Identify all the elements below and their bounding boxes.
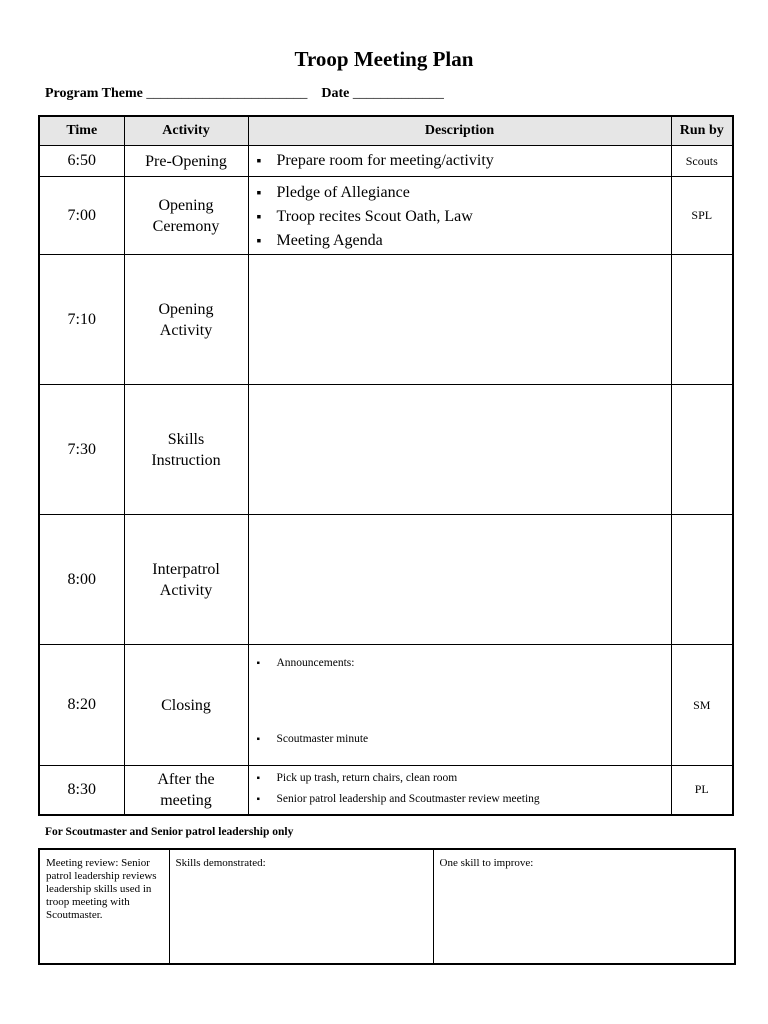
time-cell: 6:50 [39, 146, 124, 177]
table-header-row [39, 116, 733, 146]
list-item: ▪ Pledge of Allegiance [257, 181, 671, 205]
meeting-plan-table [38, 115, 734, 816]
time-cell: 7:10 [39, 255, 124, 385]
header-time: Time [39, 116, 124, 146]
description-cell[interactable] [248, 255, 671, 385]
time-cell: 8:30 [39, 766, 124, 815]
review-table [38, 848, 736, 965]
time-cell: 8:20 [39, 645, 124, 766]
description-cell[interactable] [248, 385, 671, 515]
time-cell: 7:00 [39, 177, 124, 255]
list-item: ▪ Prepare room for meeting/activity [257, 149, 671, 173]
run-by-cell [671, 255, 733, 385]
table-row [39, 385, 733, 515]
activity-line: After the [157, 770, 215, 788]
activity-cell [124, 515, 248, 645]
table-row [39, 515, 733, 645]
table-row [39, 146, 733, 177]
run-by-cell: PL [671, 766, 733, 815]
activity-line: Interpatrol [152, 560, 220, 578]
activity-line: Activity [159, 581, 213, 599]
program-theme-label: Program Theme [45, 86, 143, 101]
activity-cell [124, 177, 248, 255]
activity-line: Opening [158, 300, 214, 318]
description-cell[interactable] [248, 146, 671, 177]
meeting-review-cell[interactable]: Meeting review: Senior patrol leadership reviews leadership skills used in troop meeting with Scoutmaster. [39, 849, 169, 964]
activity-line: meeting [160, 791, 212, 809]
leadership-note: For Scoutmaster and Senior patrol leadership only [45, 826, 294, 838]
time-cell: 8:00 [39, 515, 124, 645]
run-by-cell [671, 385, 733, 515]
table-row [39, 645, 733, 766]
skill-to-improve-cell[interactable]: One skill to improve: [433, 849, 735, 964]
program-theme-line [45, 86, 444, 102]
description-cell[interactable] [248, 515, 671, 645]
header-activity: Activity [124, 116, 248, 146]
page-title: Troop Meeting Plan [294, 47, 474, 71]
list-item: ▪ Announcements: [256, 657, 355, 669]
activity-cell [124, 255, 248, 385]
header-run-by: Run by [671, 116, 733, 146]
run-by-cell: SPL [671, 177, 733, 255]
activity-cell: Pre-Opening [124, 146, 248, 177]
skills-demonstrated-cell[interactable]: Skills demonstrated: [169, 849, 433, 964]
activity-cell [124, 766, 248, 815]
description-cell[interactable] [248, 645, 671, 766]
activity-line: Skills [167, 430, 205, 448]
list-item: ▪ Scoutmaster minute [256, 733, 369, 745]
list-item: ▪ Pick up trash, return chairs, clean room [257, 768, 671, 789]
header-description: Description [248, 116, 671, 146]
activity-cell [124, 385, 248, 515]
description-cell[interactable] [248, 766, 671, 815]
program-theme-field[interactable]: _______________________ [146, 86, 308, 101]
activity-cell: Closing [124, 645, 248, 766]
activity-line: Activity [159, 321, 213, 339]
run-by-cell: SM [671, 645, 733, 766]
activity-line: Instruction [151, 451, 221, 469]
run-by-cell [671, 515, 733, 645]
table-row [39, 849, 735, 964]
list-item: ▪ Troop recites Scout Oath, Law [257, 205, 671, 229]
list-item: ▪ Senior patrol leadership and Scoutmaster review meeting [257, 789, 671, 810]
time-cell: 7:30 [39, 385, 124, 515]
activity-line: Ceremony [152, 217, 220, 235]
run-by-cell: Scouts [671, 146, 733, 177]
date-label: Date [321, 86, 350, 101]
table-row [39, 255, 733, 385]
table-row [39, 766, 733, 815]
list-item: ▪ Meeting Agenda [257, 229, 671, 253]
description-cell[interactable] [248, 177, 671, 255]
activity-line: Opening [158, 196, 214, 214]
date-field[interactable]: _____________ [352, 86, 444, 101]
table-row [39, 177, 733, 255]
